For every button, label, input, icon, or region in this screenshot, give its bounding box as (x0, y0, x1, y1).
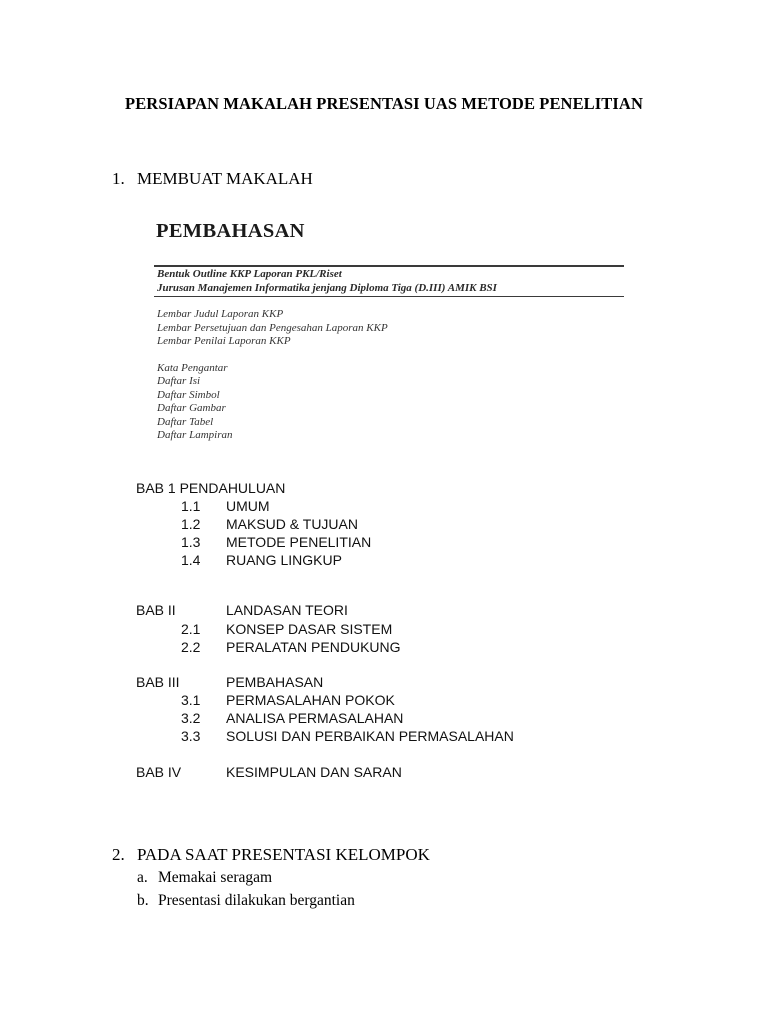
subchapter-title: PERMASALAHAN POKOK (226, 692, 395, 708)
subchapter-number: 3.3 (181, 728, 201, 744)
section-2-item: Presentasi dilakukan bergantian (158, 892, 355, 909)
subchapter-number: 3.1 (181, 692, 201, 708)
chapter-label: BAB III (136, 674, 180, 690)
subchapter-number: 1.1 (181, 498, 201, 514)
section-2-item-marker: b. (137, 892, 149, 909)
figure-list-item: Kata Pengantar (157, 362, 228, 374)
outline-figure (150, 210, 628, 455)
figure-bottom-rule (154, 296, 624, 297)
figure-front-page: Lembar Penilai Laporan KKP (157, 335, 291, 347)
chapter-label: BAB 1 PENDAHULUAN (136, 480, 286, 496)
section-2-item: Memakai seragam (158, 869, 273, 886)
figure-list-item: Daftar Isi (157, 375, 201, 387)
subchapter-title: ANALISA PERMASALAHAN (226, 710, 404, 726)
subchapter-number: 1.2 (181, 516, 201, 532)
figure-list-item: Daftar Lampiran (157, 429, 233, 441)
figure-front-page: Lembar Persetujuan dan Pengesahan Laporan KKP (157, 322, 388, 334)
subchapter-title: SOLUSI DAN PERBAIKAN PERMASALAHAN (226, 728, 514, 744)
figure-outline-title-1: Bentuk Outline KKP Laporan PKL/Riset (157, 268, 342, 280)
subchapter-title: RUANG LINGKUP (226, 552, 342, 568)
subchapter-title: PERALATAN PENDUKUNG (226, 639, 401, 655)
section-2-item-marker: a. (137, 869, 148, 886)
section-2-number: 2. (112, 845, 125, 864)
subchapter-number: 2.2 (181, 639, 201, 655)
section-1-title: MEMBUAT MAKALAH (137, 169, 313, 188)
subchapter-title: METODE PENELITIAN (226, 534, 372, 550)
figure-heading: PEMBAHASAN (156, 220, 305, 242)
chapter-title: PEMBAHASAN (226, 674, 324, 690)
subchapter-number: 2.1 (181, 621, 201, 637)
subchapter-number: 1.3 (181, 534, 201, 550)
section-2-title: PADA SAAT PRESENTASI KELOMPOK (137, 845, 430, 864)
subchapter-title: MAKSUD & TUJUAN (226, 516, 358, 532)
subchapter-title: KONSEP DASAR SISTEM (226, 621, 393, 637)
figure-outline-title-2: Jurusan Manajemen Informatika jenjang Diploma Tiga (D.III) AMIK BSI (157, 282, 497, 294)
chapter-label: BAB II (136, 602, 176, 618)
subchapter-number: 1.4 (181, 552, 201, 568)
figure-top-rule (154, 265, 624, 267)
section-1-number: 1. (112, 169, 125, 188)
page-title: PERSIAPAN MAKALAH PRESENTASI UAS METODE PENELITIAN (125, 94, 643, 113)
figure-front-page: Lembar Judul Laporan KKP (157, 308, 284, 320)
figure-list-item: Daftar Tabel (157, 416, 214, 428)
chapter-title: KESIMPULAN DAN SARAN (226, 764, 402, 780)
figure-list-item: Daftar Gambar (157, 402, 226, 414)
subchapter-number: 3.2 (181, 710, 201, 726)
subchapter-title: UMUM (226, 498, 270, 514)
chapter-title: LANDASAN TEORI (226, 602, 348, 618)
figure-list-item: Daftar Simbol (157, 389, 220, 401)
chapter-label: BAB IV (136, 764, 182, 780)
